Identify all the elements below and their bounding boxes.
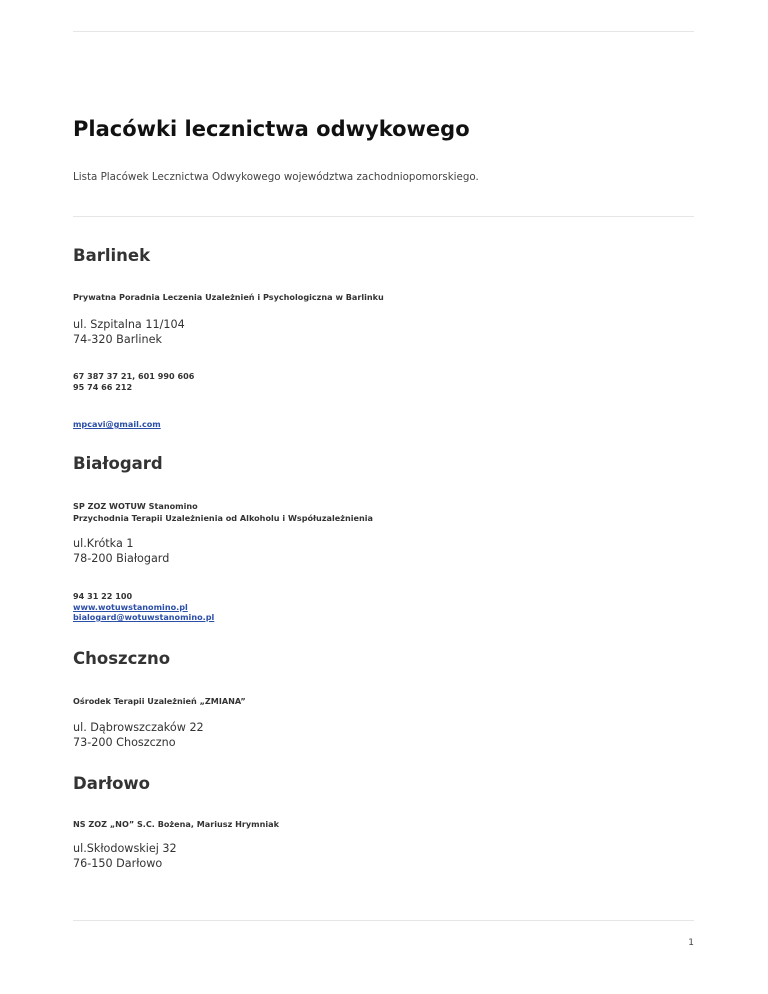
address bbox=[73, 842, 177, 871]
address-city: 78-200 Białogard bbox=[73, 551, 170, 565]
phone-numbers bbox=[73, 371, 194, 392]
top-divider bbox=[73, 31, 694, 32]
org-name bbox=[73, 292, 384, 304]
intro-text: Lista Placówek Lecznictwa Odwykowego województwa zachodniopomorskiego. bbox=[73, 171, 479, 183]
page-title: Placówki lecznictwa odwykowego bbox=[73, 117, 470, 141]
email-link[interactable]: bialogard@wotuwstanomino.pl bbox=[73, 612, 215, 622]
page-number: 1 bbox=[688, 938, 694, 948]
contact-block bbox=[73, 591, 214, 623]
org-name-line: SP ZOZ WOTUW Stanomino bbox=[73, 501, 198, 511]
org-name bbox=[73, 696, 246, 708]
address bbox=[73, 537, 169, 566]
section-heading-darlowo: Darłowo bbox=[73, 774, 151, 793]
phone-line: 95 74 66 212 bbox=[73, 381, 133, 392]
header-divider bbox=[73, 216, 694, 217]
email-link[interactable]: mpcavi@gmail.com bbox=[73, 419, 161, 429]
email-block bbox=[73, 419, 161, 430]
address-street: ul.Skłodowskiej 32 bbox=[73, 842, 177, 855]
org-name-line: NS ZOZ „NO” S.C. Bożena, Mariusz Hrymniak bbox=[73, 819, 279, 829]
address-city: 76-150 Darłowo bbox=[73, 856, 163, 870]
org-name bbox=[73, 819, 279, 831]
address-street: ul. Szpitalna 11/104 bbox=[73, 318, 185, 331]
address-street: ul. Dąbrowszczaków 22 bbox=[73, 721, 204, 734]
org-name-line: Prywatna Poradnia Leczenia Uzależnień i Psychologiczna w Barlinku bbox=[73, 292, 384, 302]
org-name-line: Ośrodek Terapii Uzależnień „ZMIANA” bbox=[73, 696, 246, 706]
website-link[interactable]: www.wotuwstanomino.pl bbox=[73, 601, 188, 612]
address-city: 73-200 Choszczno bbox=[73, 735, 176, 749]
address bbox=[73, 721, 204, 750]
section-heading-choszczno: Choszczno bbox=[73, 649, 171, 668]
address bbox=[73, 318, 185, 347]
phone-line: 94 31 22 100 bbox=[73, 591, 133, 601]
org-name-line: Przychodnia Terapii Uzależnienia od Alkoholu i Współuzależnienia bbox=[73, 512, 373, 523]
phone-line: 67 387 37 21, 601 990 606 bbox=[73, 371, 195, 381]
org-name bbox=[73, 501, 373, 524]
address-city: 74-320 Barlinek bbox=[73, 332, 162, 346]
section-heading-barlinek: Barlinek bbox=[73, 246, 151, 265]
footer-divider bbox=[73, 920, 694, 921]
section-heading-bialogard: Białogard bbox=[73, 454, 163, 473]
address-street: ul.Krótka 1 bbox=[73, 537, 134, 550]
